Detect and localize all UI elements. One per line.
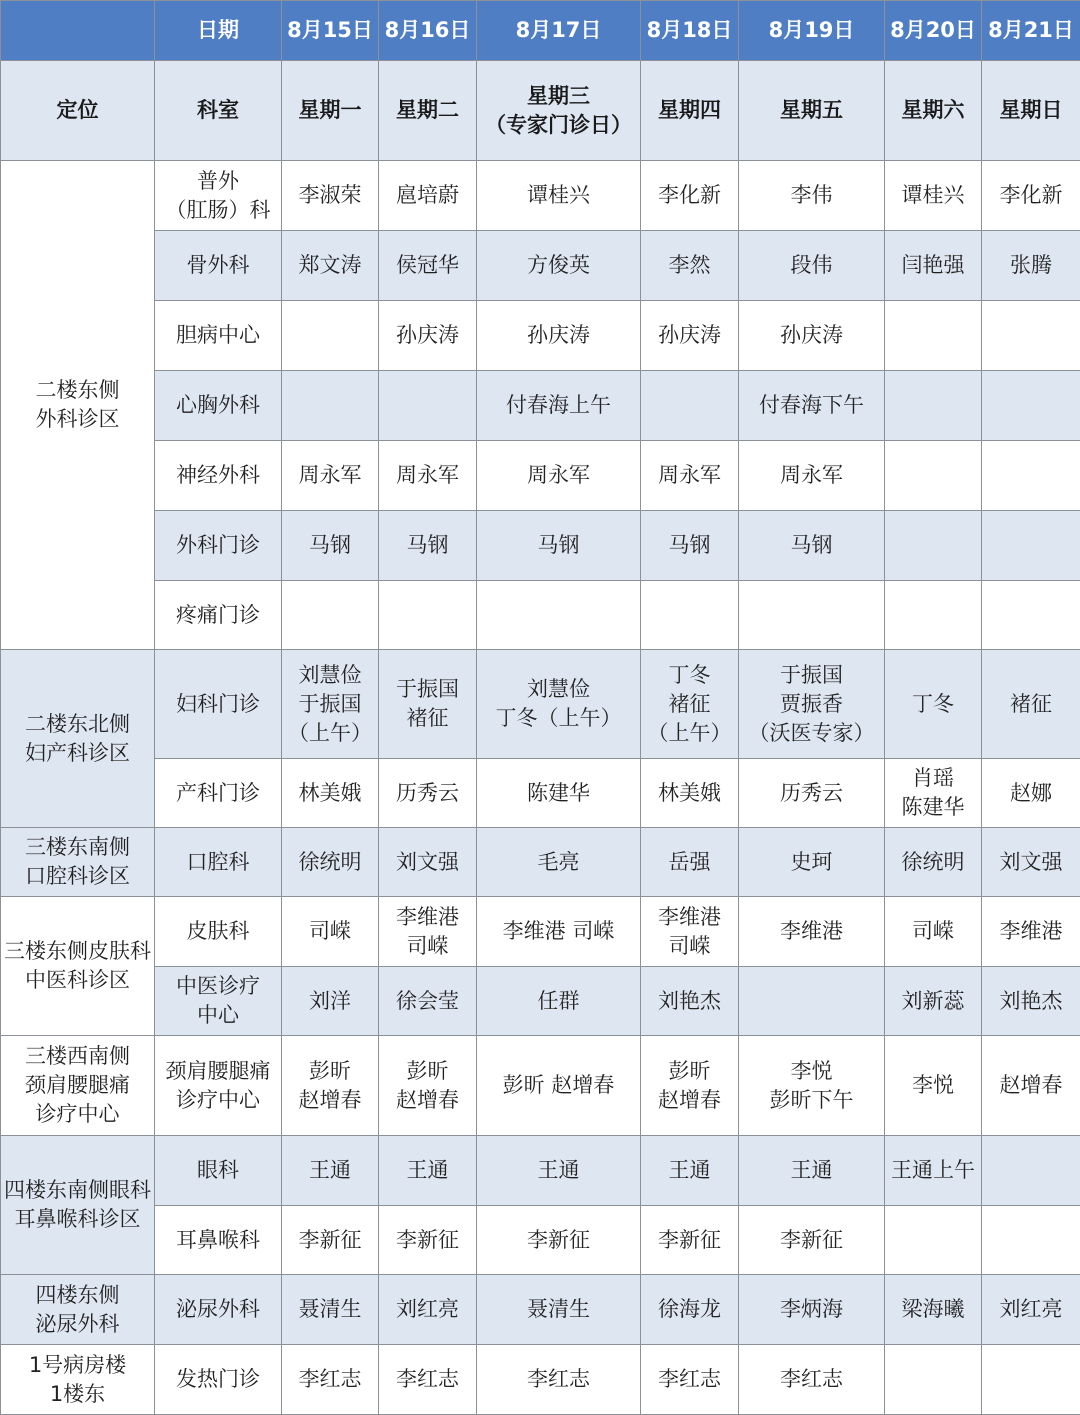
location-cell: 三楼西南侧 颈肩腰腿痛 诊疗中心 bbox=[1, 1036, 155, 1136]
doctor-cell: 司嵘 bbox=[282, 897, 379, 967]
doctor-cell bbox=[982, 581, 1080, 650]
doctor-cell: 梁海曦 bbox=[885, 1275, 982, 1345]
doctor-cell: 李然 bbox=[641, 231, 739, 301]
doctor-cell: 马钢 bbox=[379, 511, 477, 581]
doctor-cell: 陈建华 bbox=[477, 759, 641, 828]
doctor-cell: 刘新蕊 bbox=[885, 967, 982, 1036]
doctor-cell: 付春海下午 bbox=[739, 371, 885, 441]
weekday-cell: 星期五 bbox=[739, 61, 885, 161]
doctor-cell: 刘慧俭 于振国 （上午） bbox=[282, 650, 379, 759]
doctor-cell: 刘洋 bbox=[282, 967, 379, 1036]
doctor-cell: 李红志 bbox=[477, 1345, 641, 1415]
doctor-cell: 徐统明 bbox=[282, 828, 379, 897]
doctor-cell: 李维港 司嵘 bbox=[379, 897, 477, 967]
doctor-cell: 李红志 bbox=[379, 1345, 477, 1415]
doctor-cell: 王通 bbox=[379, 1136, 477, 1206]
doctor-cell bbox=[739, 581, 885, 650]
doctor-cell: 彭昕 赵增春 bbox=[379, 1036, 477, 1136]
doctor-cell: 马钢 bbox=[477, 511, 641, 581]
doctor-cell: 林美娥 bbox=[282, 759, 379, 828]
doctor-cell: 徐会莹 bbox=[379, 967, 477, 1036]
doctor-cell: 李维港 司嵘 bbox=[477, 897, 641, 967]
table-row bbox=[1, 441, 1080, 511]
department-cell: 产科门诊 bbox=[155, 759, 282, 828]
department-cell: 发热门诊 bbox=[155, 1345, 282, 1415]
doctor-cell: 刘红亮 bbox=[379, 1275, 477, 1345]
weekday-cell: 星期四 bbox=[641, 61, 739, 161]
department-cell: 口腔科 bbox=[155, 828, 282, 897]
doctor-cell: 孙庆涛 bbox=[739, 301, 885, 371]
corner-cell bbox=[1, 1, 155, 61]
doctor-cell: 马钢 bbox=[739, 511, 885, 581]
location-cell: 四楼东侧 泌尿外科 bbox=[1, 1275, 155, 1345]
table-row bbox=[1, 511, 1080, 581]
department-cell: 骨外科 bbox=[155, 231, 282, 301]
doctor-cell: 李红志 bbox=[739, 1345, 885, 1415]
doctor-cell: 马钢 bbox=[641, 511, 739, 581]
doctor-cell bbox=[641, 371, 739, 441]
doctor-cell: 侯冠华 bbox=[379, 231, 477, 301]
table-row bbox=[1, 828, 1080, 897]
doctor-cell: 褚征 bbox=[982, 650, 1080, 759]
doctor-cell: 方俊英 bbox=[477, 231, 641, 301]
weekday-cell: 星期二 bbox=[379, 61, 477, 161]
table-row bbox=[1, 1206, 1080, 1275]
location-column-header: 定位 bbox=[1, 61, 155, 161]
table-row bbox=[1, 1136, 1080, 1206]
doctor-cell: 李红志 bbox=[282, 1345, 379, 1415]
doctor-cell: 李新征 bbox=[379, 1206, 477, 1275]
doctor-cell: 刘艳杰 bbox=[641, 967, 739, 1036]
department-cell: 疼痛门诊 bbox=[155, 581, 282, 650]
table-row bbox=[1, 371, 1080, 441]
doctor-cell: 李红志 bbox=[641, 1345, 739, 1415]
doctor-cell bbox=[282, 581, 379, 650]
doctor-cell: 岳强 bbox=[641, 828, 739, 897]
schedule-body bbox=[1, 1, 1080, 1415]
doctor-cell bbox=[982, 301, 1080, 371]
doctor-cell: 李新征 bbox=[477, 1206, 641, 1275]
doctor-cell bbox=[885, 1345, 982, 1415]
doctor-cell: 孙庆涛 bbox=[477, 301, 641, 371]
department-cell: 神经外科 bbox=[155, 441, 282, 511]
doctor-cell: 周永军 bbox=[739, 441, 885, 511]
department-cell: 泌尿外科 bbox=[155, 1275, 282, 1345]
doctor-cell: 彭昕 赵增春 bbox=[641, 1036, 739, 1136]
date-cell: 8月21日 bbox=[982, 1, 1080, 61]
doctor-cell: 李维港 bbox=[982, 897, 1080, 967]
doctor-cell: 司嵘 bbox=[885, 897, 982, 967]
weekday-cell: 星期六 bbox=[885, 61, 982, 161]
doctor-cell bbox=[885, 371, 982, 441]
doctor-cell: 李新征 bbox=[739, 1206, 885, 1275]
doctor-cell: 闫艳强 bbox=[885, 231, 982, 301]
location-cell: 1号病房楼 1楼东 bbox=[1, 1345, 155, 1415]
table-row bbox=[1, 1345, 1080, 1415]
doctor-cell bbox=[477, 581, 641, 650]
table-row bbox=[1, 759, 1080, 828]
doctor-cell: 李炳海 bbox=[739, 1275, 885, 1345]
department-cell: 皮肤科 bbox=[155, 897, 282, 967]
doctor-cell: 林美娥 bbox=[641, 759, 739, 828]
location-cell: 二楼东北侧 妇产科诊区 bbox=[1, 650, 155, 828]
date-cell: 8月16日 bbox=[379, 1, 477, 61]
table-row bbox=[1, 1036, 1080, 1136]
department-cell: 颈肩腰腿痛 诊疗中心 bbox=[155, 1036, 282, 1136]
doctor-cell: 赵娜 bbox=[982, 759, 1080, 828]
doctor-cell: 彭昕 赵增春 bbox=[282, 1036, 379, 1136]
table-row bbox=[1, 301, 1080, 371]
doctor-cell bbox=[739, 967, 885, 1036]
weekday-cell: 星期日 bbox=[982, 61, 1080, 161]
doctor-cell: 扈培蔚 bbox=[379, 161, 477, 231]
doctor-cell: 李伟 bbox=[739, 161, 885, 231]
table-row bbox=[1, 231, 1080, 301]
doctor-cell: 丁冬 bbox=[885, 650, 982, 759]
doctor-cell bbox=[885, 511, 982, 581]
doctor-cell bbox=[885, 441, 982, 511]
department-cell: 中医诊疗 中心 bbox=[155, 967, 282, 1036]
doctor-cell: 李悦 bbox=[885, 1036, 982, 1136]
department-cell: 外科门诊 bbox=[155, 511, 282, 581]
doctor-cell: 赵增春 bbox=[982, 1036, 1080, 1136]
doctor-cell: 王通 bbox=[739, 1136, 885, 1206]
doctor-cell bbox=[379, 371, 477, 441]
doctor-cell: 谭桂兴 bbox=[885, 161, 982, 231]
doctor-cell: 周永军 bbox=[641, 441, 739, 511]
date-cell: 8月19日 bbox=[739, 1, 885, 61]
doctor-cell: 王通 bbox=[282, 1136, 379, 1206]
doctor-cell: 周永军 bbox=[379, 441, 477, 511]
table-row bbox=[1, 581, 1080, 650]
doctor-cell bbox=[982, 1345, 1080, 1415]
department-column-header: 科室 bbox=[155, 61, 282, 161]
date-label: 日期 bbox=[155, 1, 282, 61]
doctor-cell: 付春海上午 bbox=[477, 371, 641, 441]
doctor-cell: 李新征 bbox=[282, 1206, 379, 1275]
doctor-cell bbox=[885, 301, 982, 371]
doctor-cell: 孙庆涛 bbox=[379, 301, 477, 371]
doctor-cell: 刘文强 bbox=[982, 828, 1080, 897]
doctor-cell bbox=[982, 1206, 1080, 1275]
table-row bbox=[1, 161, 1080, 231]
table-row bbox=[1, 967, 1080, 1036]
doctor-cell: 历秀云 bbox=[739, 759, 885, 828]
doctor-cell: 郑文涛 bbox=[282, 231, 379, 301]
department-cell: 心胸外科 bbox=[155, 371, 282, 441]
table-row bbox=[1, 897, 1080, 967]
doctor-cell: 丁冬 褚征 （上午） bbox=[641, 650, 739, 759]
doctor-cell: 刘慧俭 丁冬（上午） bbox=[477, 650, 641, 759]
doctor-cell bbox=[982, 511, 1080, 581]
doctor-cell: 徐统明 bbox=[885, 828, 982, 897]
doctor-cell bbox=[282, 371, 379, 441]
department-cell: 眼科 bbox=[155, 1136, 282, 1206]
table-row bbox=[1, 1275, 1080, 1345]
table-row bbox=[1, 650, 1080, 759]
doctor-cell: 王通 bbox=[641, 1136, 739, 1206]
department-cell: 耳鼻喉科 bbox=[155, 1206, 282, 1275]
doctor-cell bbox=[379, 581, 477, 650]
doctor-cell bbox=[282, 301, 379, 371]
department-cell: 普外 （肛肠）科 bbox=[155, 161, 282, 231]
date-cell: 8月15日 bbox=[282, 1, 379, 61]
doctor-cell bbox=[982, 441, 1080, 511]
doctor-cell: 周永军 bbox=[477, 441, 641, 511]
doctor-cell: 周永军 bbox=[282, 441, 379, 511]
doctor-cell: 段伟 bbox=[739, 231, 885, 301]
weekday-cell: 星期三 （专家门诊日） bbox=[477, 61, 641, 161]
doctor-cell: 李悦 彭昕下午 bbox=[739, 1036, 885, 1136]
doctor-cell: 任群 bbox=[477, 967, 641, 1036]
doctor-cell: 刘红亮 bbox=[982, 1275, 1080, 1345]
department-cell: 妇科门诊 bbox=[155, 650, 282, 759]
doctor-cell: 刘文强 bbox=[379, 828, 477, 897]
weekday-cell: 星期一 bbox=[282, 61, 379, 161]
doctor-cell: 于振国 褚征 bbox=[379, 650, 477, 759]
doctor-cell: 历秀云 bbox=[379, 759, 477, 828]
location-cell: 四楼东南侧眼科 耳鼻喉科诊区 bbox=[1, 1136, 155, 1275]
doctor-cell: 李淑荣 bbox=[282, 161, 379, 231]
doctor-cell: 刘艳杰 bbox=[982, 967, 1080, 1036]
doctor-cell: 聂清生 bbox=[282, 1275, 379, 1345]
doctor-cell: 李化新 bbox=[641, 161, 739, 231]
location-cell: 三楼东侧皮肤科 中医科诊区 bbox=[1, 897, 155, 1036]
date-cell: 8月20日 bbox=[885, 1, 982, 61]
doctor-cell bbox=[982, 371, 1080, 441]
doctor-cell: 李新征 bbox=[641, 1206, 739, 1275]
department-cell: 胆病中心 bbox=[155, 301, 282, 371]
date-cell: 8月17日 bbox=[477, 1, 641, 61]
doctor-cell: 李维港 bbox=[739, 897, 885, 967]
date-cell: 8月18日 bbox=[641, 1, 739, 61]
doctor-cell: 毛亮 bbox=[477, 828, 641, 897]
doctor-cell: 彭昕 赵增春 bbox=[477, 1036, 641, 1136]
doctor-cell bbox=[641, 581, 739, 650]
doctor-cell: 肖瑶 陈建华 bbox=[885, 759, 982, 828]
doctor-cell: 徐海龙 bbox=[641, 1275, 739, 1345]
doctor-cell: 马钢 bbox=[282, 511, 379, 581]
location-cell: 二楼东侧 外科诊区 bbox=[1, 161, 155, 650]
doctor-cell bbox=[982, 1136, 1080, 1206]
doctor-cell bbox=[885, 1206, 982, 1275]
doctor-cell: 张腾 bbox=[982, 231, 1080, 301]
doctor-cell: 孙庆涛 bbox=[641, 301, 739, 371]
doctor-cell: 谭桂兴 bbox=[477, 161, 641, 231]
doctor-cell: 聂清生 bbox=[477, 1275, 641, 1345]
location-cell: 三楼东南侧 口腔科诊区 bbox=[1, 828, 155, 897]
doctor-cell: 李维港 司嵘 bbox=[641, 897, 739, 967]
doctor-cell: 史珂 bbox=[739, 828, 885, 897]
doctor-cell: 李化新 bbox=[982, 161, 1080, 231]
doctor-cell: 王通上午 bbox=[885, 1136, 982, 1206]
doctor-cell: 王通 bbox=[477, 1136, 641, 1206]
weekday-header-row bbox=[1, 61, 1080, 161]
doctor-cell: 于振国 贾振香 （沃医专家） bbox=[739, 650, 885, 759]
date-header-row bbox=[1, 1, 1080, 61]
doctor-cell bbox=[885, 581, 982, 650]
